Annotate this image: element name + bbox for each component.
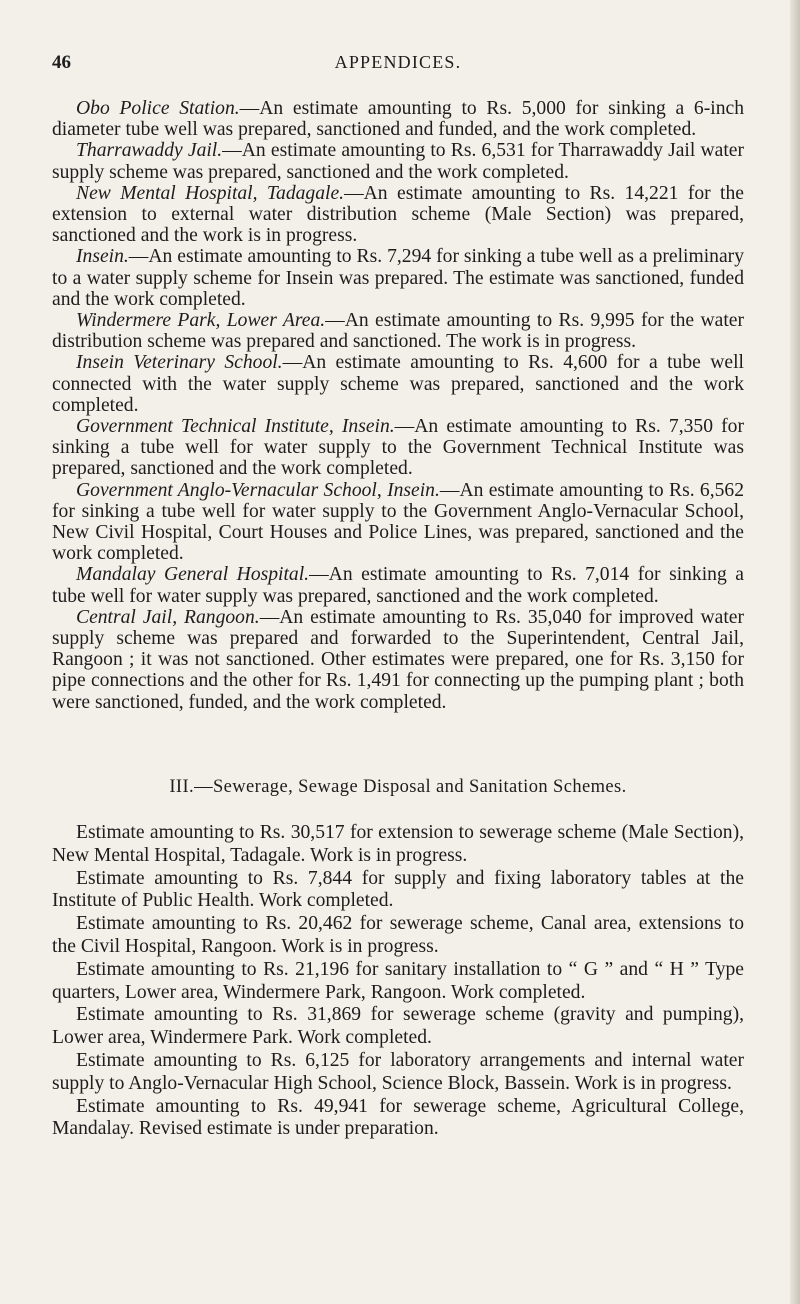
entry-paragraph bbox=[52, 352, 744, 416]
entry-paragraph bbox=[52, 183, 744, 247]
entry-title: Government Technical Institute, Insein. bbox=[76, 416, 395, 438]
entry-text: —An estimate amounting to Rs. 5,000 for sinking a 6-inch diameter tube well was prepared, sanctioned and funded, and the work completed. bbox=[52, 98, 744, 141]
estimate-paragraph: Estimate amounting to Rs. 21,196 for sanitary installation to “ G ” and “ H ” Type quarters, Lower area, Windermere Park, Rangoon. Work completed. bbox=[52, 958, 744, 1003]
entry-title: Insein. bbox=[76, 246, 129, 268]
page-header bbox=[52, 52, 744, 82]
entry-title: Central Jail, Rangoon. bbox=[76, 606, 260, 628]
estimate-paragraph: Estimate amounting to Rs. 20,462 for sewerage scheme, Canal area, extensions to the Civil Hospital, Rangoon. Work is in progress. bbox=[52, 913, 744, 958]
entry-text: —An estimate amounting to Rs. 6,562 for sinking a tube well for water supply to the Government Anglo-Vernacular School, New Civil Hospital, Court Houses and Police Lines, was prepared, sanctioned and the work completed. bbox=[52, 479, 744, 565]
page-number: 46 bbox=[52, 52, 71, 73]
estimate-paragraph: Estimate amounting to Rs. 30,517 for extension to sewerage scheme (Male Section), New Mental Hospital, Tadagale. Work is in progress. bbox=[52, 822, 744, 866]
entry-paragraph bbox=[52, 564, 744, 606]
estimate-paragraph: Estimate amounting to Rs. 7,844 for supply and fixing laboratory tables at the Institute of Public Health. Work completed. bbox=[52, 867, 744, 912]
entry-title: Windermere Park, Lower Area. bbox=[76, 310, 326, 332]
estimate-paragraph: Estimate amounting to Rs. 6,125 for laboratory arrangements and internal water supply to Anglo-Vernacular High School, Science Block, Bassein. Work is in progress. bbox=[52, 1050, 744, 1094]
sewerage-entries bbox=[52, 822, 744, 1141]
running-head: APPENDICES. bbox=[334, 52, 462, 72]
estimate-paragraph: Estimate amounting to Rs. 49,941 for sewerage scheme, Agricultural College, Mandalay. Revised estimate is under preparation. bbox=[52, 1095, 744, 1140]
document-page bbox=[52, 0, 744, 1304]
page-edge bbox=[790, 0, 800, 1304]
entry-text: —An estimate amounting to Rs. 14,221 for the extension to external water distribution scheme (Male Section) was prepared, sanctioned and the work is in progress. bbox=[52, 182, 744, 247]
section-heading: III.—Sewerage, Sewage Disposal and Sanitation Schemes. bbox=[169, 776, 627, 797]
estimate-paragraph: Estimate amounting to Rs. 31,869 for sewerage scheme (gravity and pumping), Lower area, Windermere Park. Work completed. bbox=[52, 1004, 744, 1049]
entry-paragraph bbox=[52, 416, 744, 480]
entry-paragraph bbox=[52, 246, 744, 310]
entry-paragraph bbox=[52, 310, 744, 352]
entry-paragraph bbox=[52, 607, 744, 713]
entry-title: Insein Veterinary School. bbox=[76, 352, 283, 374]
entry-text: —An estimate amounting to Rs. 6,531 for Tharrawaddy Jail water supply scheme was prepared, sanctioned and the work completed. bbox=[52, 140, 744, 183]
entry-text: —An estimate amounting to Rs. 4,600 for a tube well connected with the water supply scheme was prepared, sanctioned and the work completed. bbox=[52, 352, 745, 416]
entry-text: —An estimate amounting to Rs. 9,995 for the water distribution scheme was prepared and sanctioned. The work is in progress. bbox=[52, 310, 744, 353]
entry-paragraph bbox=[52, 480, 744, 565]
entry-paragraph bbox=[52, 140, 744, 182]
entry-title: Tharrawaddy Jail. bbox=[76, 140, 223, 162]
entry-text: —An estimate amounting to Rs. 7,350 for sinking a tube well for water supply to the Government Technical Institute was prepared, sanctioned and the work completed. bbox=[52, 416, 744, 480]
entry-paragraph bbox=[52, 98, 744, 140]
body-text bbox=[52, 98, 744, 1141]
entry-title: Government Anglo-Vernacular School, Insein. bbox=[76, 479, 440, 501]
entry-text: —An estimate amounting to Rs. 7,294 for sinking a tube well as a preliminary to a water supply scheme for Insein was prepared. The estimate was sanctioned, funded and the work completed. bbox=[52, 246, 744, 310]
entry-text: —An estimate amounting to Rs. 35,040 for improved water supply scheme was prepared and forwarded to the Superintendent, Central Jail, Rangoon ; it was not sanctioned. Other estimates were prepared, one for Rs. 3,150 for pipe connections and the other for Rs. 1,491 for connecting up the pumping plant ; both were sanctioned, funded, and the work completed. bbox=[52, 606, 744, 713]
entry-title: Obo Police Station. bbox=[76, 98, 240, 119]
entry-title: Mandalay General Hospital. bbox=[76, 564, 310, 586]
entry-text: —An estimate amounting to Rs. 7,014 for sinking a tube well for water supply was prepared, sanctioned and the work completed. bbox=[52, 564, 744, 607]
water-supply-entries bbox=[52, 98, 744, 713]
entry-title: New Mental Hospital, Tadagale. bbox=[76, 182, 345, 204]
